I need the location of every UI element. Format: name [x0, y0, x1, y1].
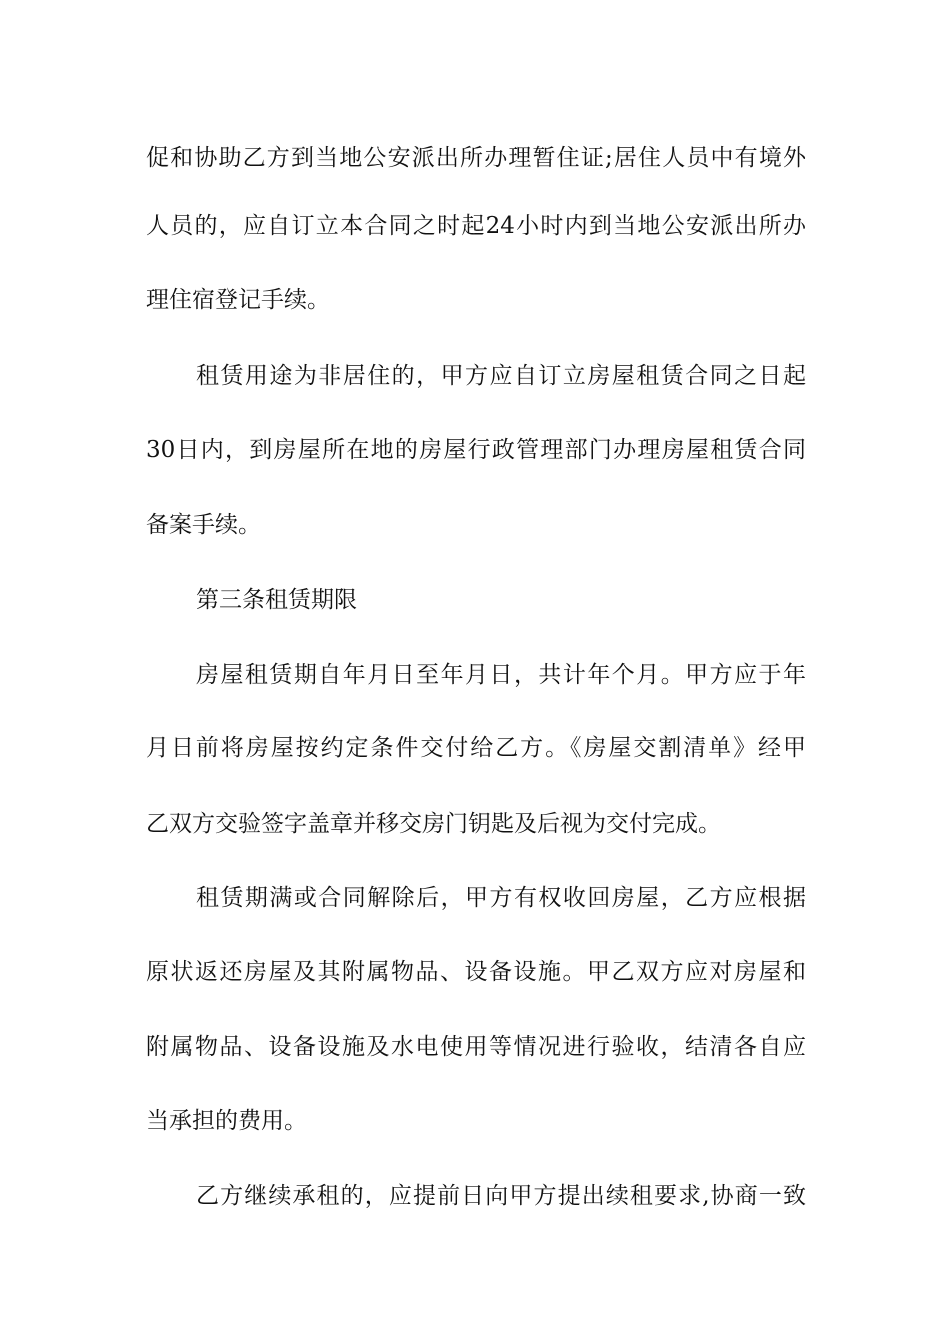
text-line: 当承担的费用。: [146, 1108, 307, 1134]
section-heading: 第三条租赁期限: [196, 587, 357, 613]
text-line: 乙双方交验签字盖章并移交房门钥匙及后视为交付完成。: [146, 811, 721, 837]
text-line: 原状返还房屋及其附属物品、设备设施。甲乙双方应对房屋和: [146, 959, 806, 985]
paragraph-first-line: 乙方继续承租的，应提前日向甲方提出续租要求,协商一致: [196, 1183, 806, 1209]
paragraph-first-line: 租赁期满或合同解除后，甲方有权收回房屋，乙方应根据: [196, 885, 806, 911]
text-line: 30日内，到房屋所在地的房屋行政管理部门办理房屋租赁合同: [146, 437, 806, 463]
text-line: 备案手续。: [146, 512, 261, 538]
text-line: 促和协助乙方到当地公安派出所办理暂住证;居住人员中有境外: [146, 145, 806, 171]
text-line: 附属物品、设备设施及水电使用等情况进行验收，结清各自应: [146, 1034, 806, 1060]
paragraph-first-line: 房屋租赁期自年月日至年月日，共计年个月。甲方应于年: [196, 662, 806, 688]
text-line: 人员的，应自订立本合同之时起24小时内到当地公安派出所办: [146, 213, 806, 239]
text-line: 月日前将房屋按约定条件交付给乙方。《房屋交割清单》经甲: [146, 735, 806, 761]
text-line: 理住宿登记手续。: [146, 287, 330, 313]
paragraph-first-line: 租赁用途为非居住的，甲方应自订立房屋租赁合同之日起: [196, 363, 806, 389]
